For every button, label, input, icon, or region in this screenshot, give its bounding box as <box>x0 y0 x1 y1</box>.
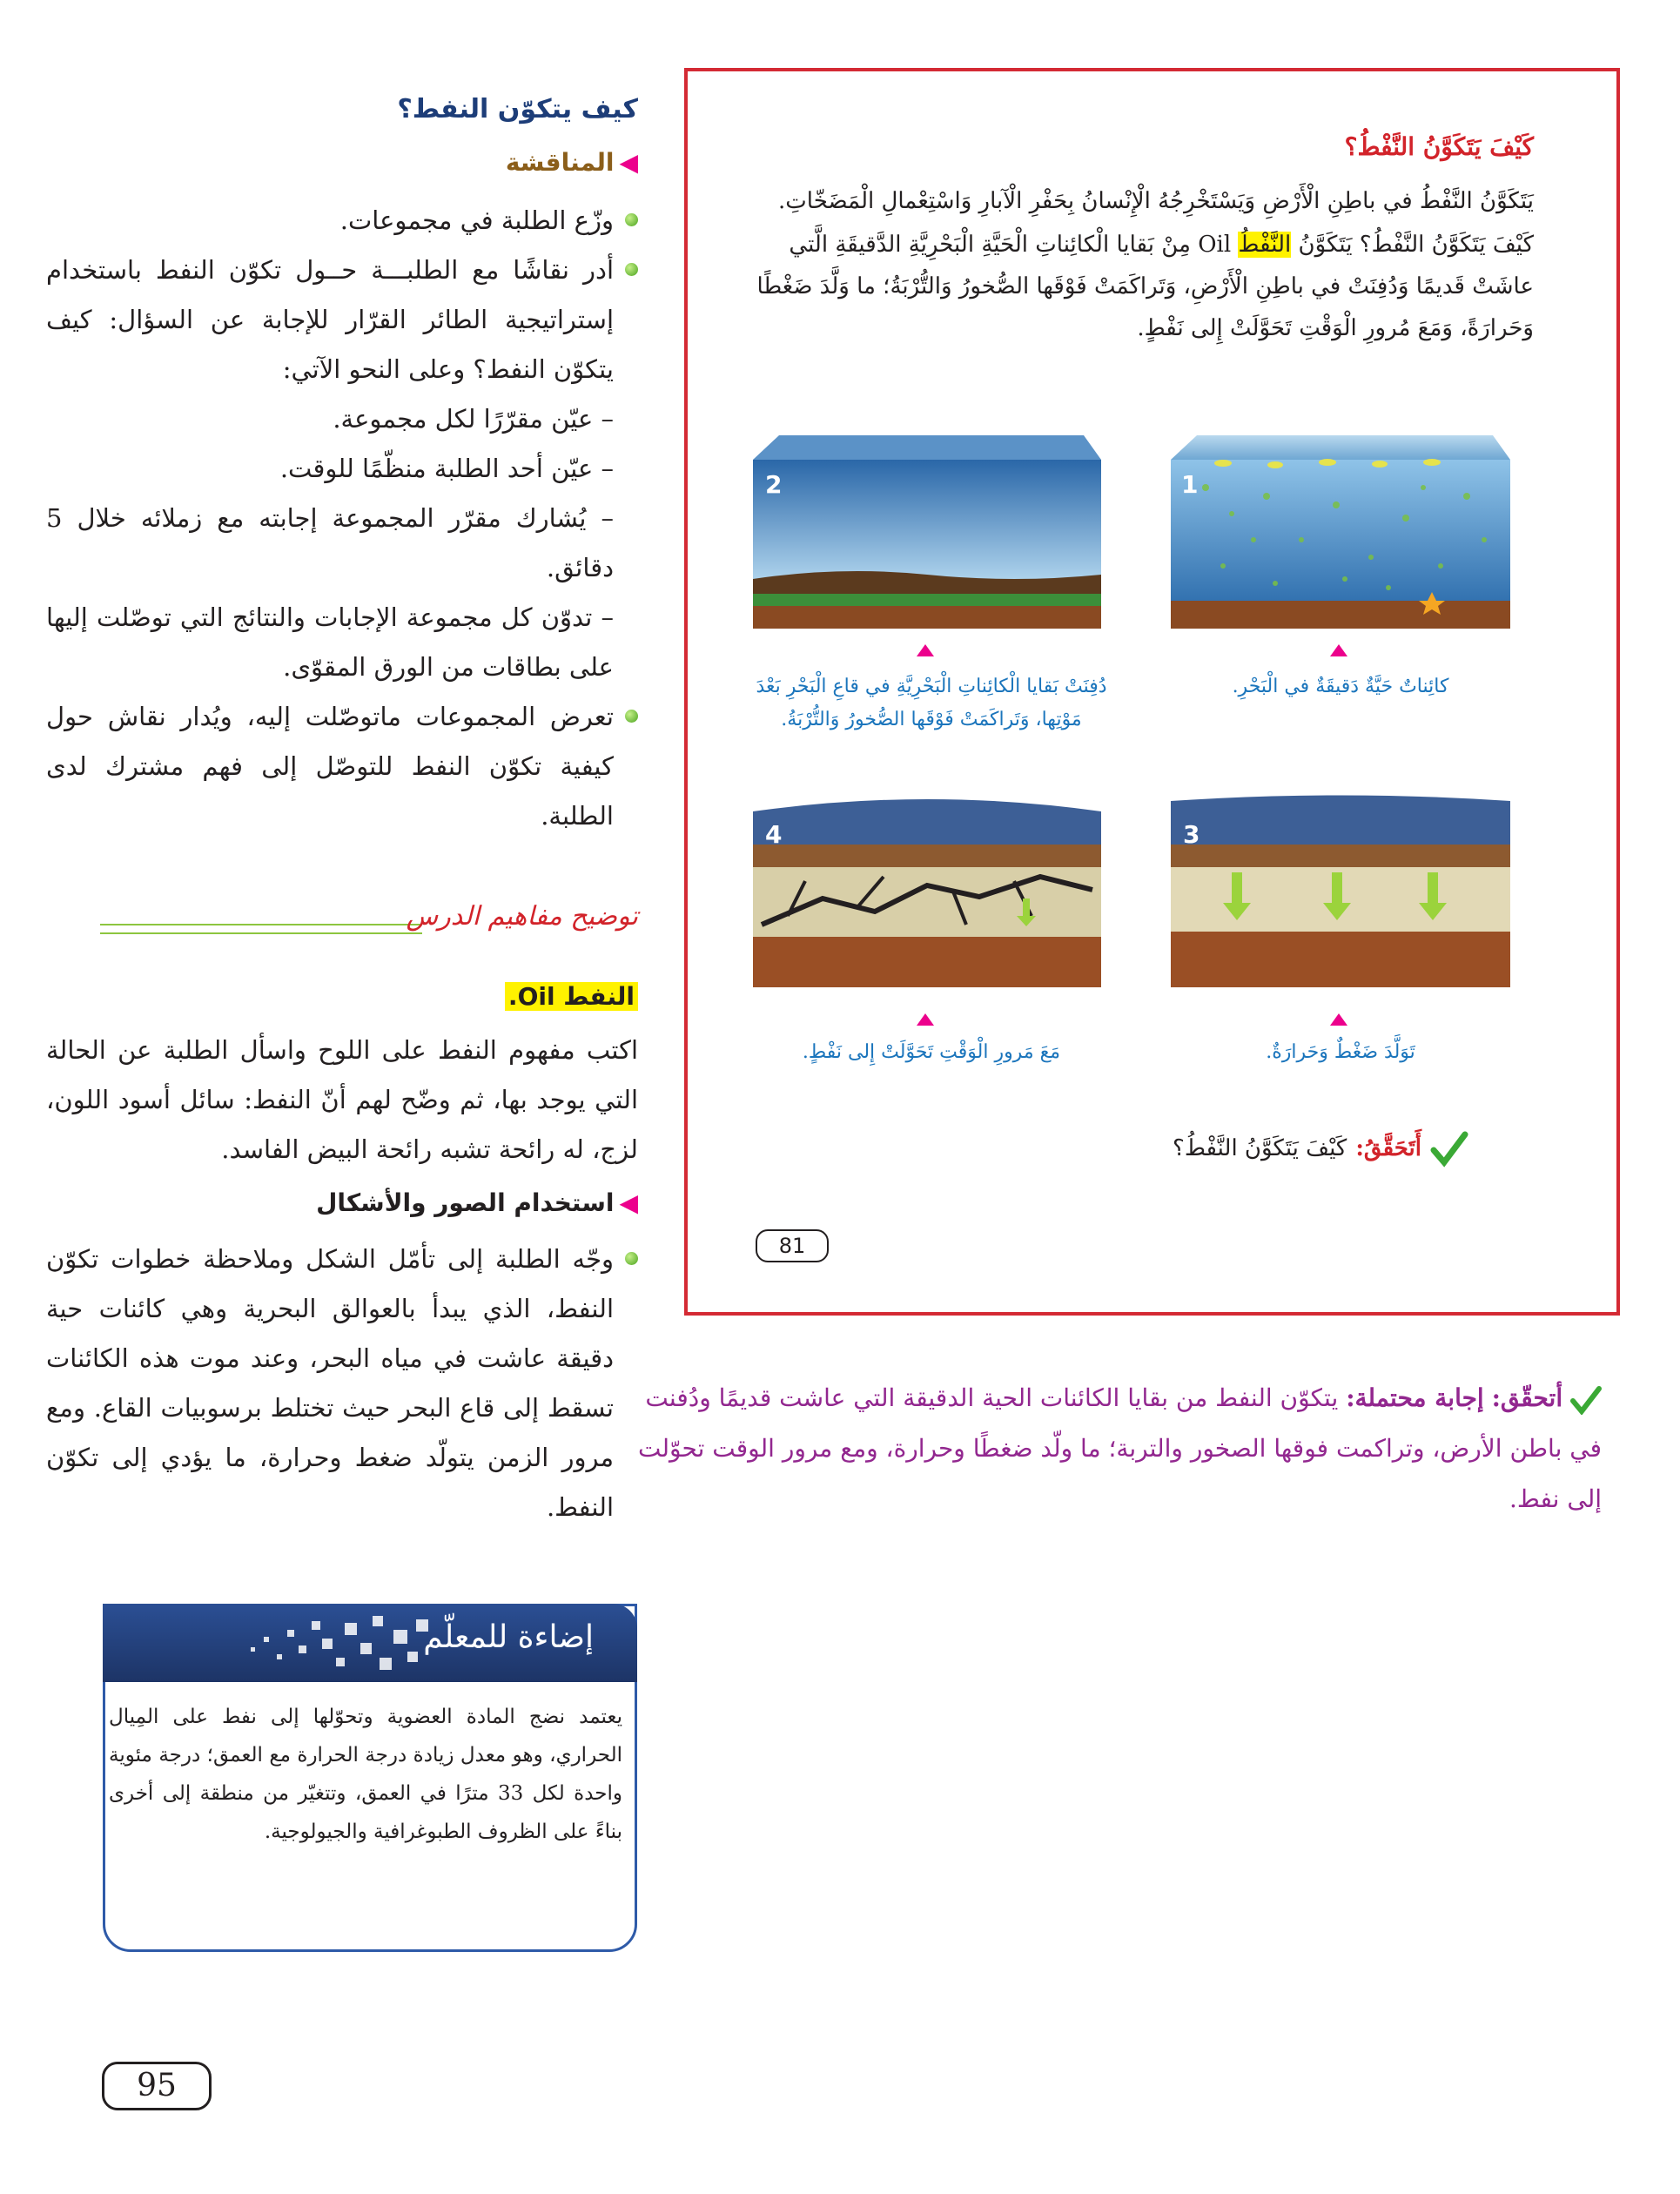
panel-number: 2 <box>765 470 783 499</box>
check-question: كَيْفَ يَتَكَوَّنُ النَّفْطُ؟ <box>1173 1135 1347 1161</box>
discussion-list <box>46 196 638 841</box>
teacher-note-text: يعتمد نضج المادة العضوية وتحوّلها إلى نفط على المِيال الحراري، وهو معدل زيادة درجة الحرارة مع العمق؛ درجة مئوية واحدة لكل 33 مترًا في العمق، وتتغيّر من منطقة إلى أخرى بناءً على الظروف الطبوغرافية والجيولوجية. <box>109 1706 622 1843</box>
images-heading <box>316 1188 638 1217</box>
green-dot-icon <box>625 263 638 276</box>
caption-pointer <box>1330 1013 1347 1026</box>
discussion-heading <box>506 148 638 177</box>
seabed-burial-illustration <box>753 435 1101 629</box>
concepts-heading: توضيح مفاهيم الدرس <box>406 901 638 932</box>
book-paragraph-2-end: Oil مِنْ بَقايا الْكائِناتِ الْحَيَّةِ الْبَحْرِيَّةِ الدَّقيقَةِ الَّتي عاشَتْ قَديمًا وَدُفِنَتْ في باطِنِ الْأَرْضِ، وَتَراكَمَتْ فَوْقَها الصُّخورُ وَالتُّرْبَةُ؛ ما وَلَّدَ ضَغْطًا وَحَرارَةً، وَمَعَ مُرورِ الْوَقْتِ تَحَوَّلَتْ إِلى نَفْطٍ. <box>756 232 1534 341</box>
bullet-text: وجّه الطلبة إلى تأمّل الشكل وملاحظة خطوات تكوّن النفط، الذي يبدأ بالعوالق البحرية وهي كائنات حية دقيقة عاشت في مياه البحر، وعند موت هذه الكائنات تسقط إلى قاع البحر حيث تختلط برسوبيات القاع. ومع مرور الزمن يتولّد ضغط وحرارة، ما يؤدي إلى تكوّن النفط. <box>46 1244 614 1522</box>
book-paragraph-2-start: كَيْفَ يَتَكَوَّنُ النَّفْطُ؟ يَتَكَوَّنُ <box>1298 232 1534 258</box>
oil-definition: اكتب مفهوم النفط على اللوح واسأل الطلبة عن الحالة التي يوجد بها، ثم وضّح لهم أنّ النفط: سائل أسود اللون، لزج، له رائحة تشبه رائحة البيض الفاسد. <box>46 1035 638 1164</box>
triangle-bullet-icon: ◀ <box>619 1188 638 1217</box>
student-book-page <box>684 68 1620 1316</box>
panel-4-caption: مَعَ مَرورِ الْوَقْتِ تَحَوَّلَتْ إِلى نَفْطٍ. <box>802 1041 1061 1063</box>
section-divider <box>100 924 422 934</box>
page-number: 95 <box>102 2062 212 2110</box>
dash-text: – يُشارك مقرّر المجموعة إجابته مع زملائه خلال 5 دقائق. <box>46 503 614 582</box>
oil-formation-illustration <box>753 794 1101 987</box>
check-label: أَتَحَقَّقُ: <box>1355 1135 1421 1161</box>
diagram-panel-1 <box>1171 435 1510 629</box>
answer-text: يتكوّن النفط من بقايا الكائنات الحية الدقيقة التي عاشت قديمًا ودُفنت في باطن الأرض، وتراكمت فوقها الصخور والتربة؛ ما ولّد ضغطًا وحرارة، ومع مرور الوقت تحوّلت إلى نفط. <box>638 1383 1602 1513</box>
guide-title: كيف يتكوّن النفط؟ <box>397 94 638 125</box>
possible-answer <box>627 1373 1602 1524</box>
diagram-panel-3 <box>1171 794 1510 987</box>
pressure-heat-illustration <box>1171 794 1510 987</box>
discussion-heading-label: المناقشة <box>505 148 615 177</box>
images-list <box>46 1235 638 1532</box>
list-item <box>46 494 638 593</box>
check-question-row <box>1173 1129 1468 1168</box>
book-section-title: كَيْفَ يَتَكَوَّنُ النَّفْطُ؟ <box>1344 132 1534 161</box>
teacher-note-header <box>103 1604 637 1682</box>
panel-number: 3 <box>1183 820 1200 849</box>
oil-term-highlight: النَّفْطُ <box>1238 232 1292 258</box>
green-dot-icon <box>625 1252 638 1265</box>
diagram-panel-4 <box>753 794 1101 987</box>
images-heading-label: استخدام الصور والأشكال <box>316 1188 615 1217</box>
caption-pointer <box>917 1013 934 1026</box>
green-dot-icon <box>625 710 638 723</box>
panel-number: 1 <box>1181 470 1199 499</box>
list-item <box>46 593 638 692</box>
answer-check-label: أتحقّق: <box>1491 1383 1563 1412</box>
book-paragraph-1: يَتَكَوَّنُ النَّفْطُ في باطِنِ الْأَرْضِ وَيَسْتَخْرِجُهُ الْإِنْسانُ بِحَفْرِ الْآبارِ وَاسْتِعْمالِ الْمَضَخّاتِ. <box>778 188 1534 214</box>
bullet-text: تعرض المجموعات ماتوصّلت إليه، ويُدار نقاش حول كيفية تكوّن النفط للتوصّل إلى فهم مشترك لدى الطلبة. <box>46 702 614 831</box>
answer-possible-label: إجابة محتملة: <box>1346 1383 1484 1412</box>
list-item <box>46 1235 638 1532</box>
checkmark-icon <box>1430 1129 1468 1168</box>
panel-1-caption: كائِناتٌ حَيَّةٌ دَقيقَةٌ في الْبَحْرِ. <box>1232 676 1449 697</box>
bullet-text: وزّع الطلبة في مجموعات. <box>339 205 614 235</box>
oil-term: النفط Oil. <box>505 982 638 1011</box>
book-page-number: 81 <box>756 1229 829 1262</box>
list-item <box>46 692 638 841</box>
list-item <box>46 394 638 444</box>
bullet-text: أدر نقاشًا مع الطلبـــة حــول تكوّن النفط باستخدام إستراتيجية الطائر القرّار للإجابة عن السؤال: كيف يتكوّن النفط؟ وعلى النحو الآتي: <box>46 255 614 384</box>
list-item <box>46 444 638 494</box>
panel-3-caption: تَوَلَّدَ ضَغْطٌ وَحَرارَةٌ. <box>1266 1041 1415 1063</box>
dash-text: – تدوّن كل مجموعة الإجابات والنتائج التي توصّلت إليها على بطاقات من الورق المقوّى. <box>46 602 614 682</box>
book-paragraph-2 <box>750 224 1534 349</box>
checkmark-icon <box>1570 1385 1602 1415</box>
panel-2-caption: دُفِنَتْ بَقايا الْكائِناتِ الْبَحْرِيَّةِ في قاعِ الْبَحْرِ بَعْدَ مَوْتِها، وَتَراكَمَتْ فَوْقَها الصُّخورُ وَالتُّرْبَةُ. <box>756 676 1107 730</box>
caption-pointer <box>917 644 934 656</box>
teacher-note-title: إضاءة للمعلّم <box>423 1619 594 1655</box>
panel-number: 4 <box>765 820 783 849</box>
green-dot-icon <box>625 213 638 226</box>
sea-organisms-illustration <box>1171 435 1510 629</box>
list-item <box>46 246 638 394</box>
dash-text: – عيّن أحد الطلبة منظّمًا للوقت. <box>279 454 614 483</box>
list-item <box>46 196 638 246</box>
diagram-panel-2 <box>753 435 1101 629</box>
caption-pointer <box>1330 644 1347 656</box>
triangle-bullet-icon: ◀ <box>619 148 638 177</box>
dash-text: – عيّن مقرّرًا لكل مجموعة. <box>333 404 614 434</box>
